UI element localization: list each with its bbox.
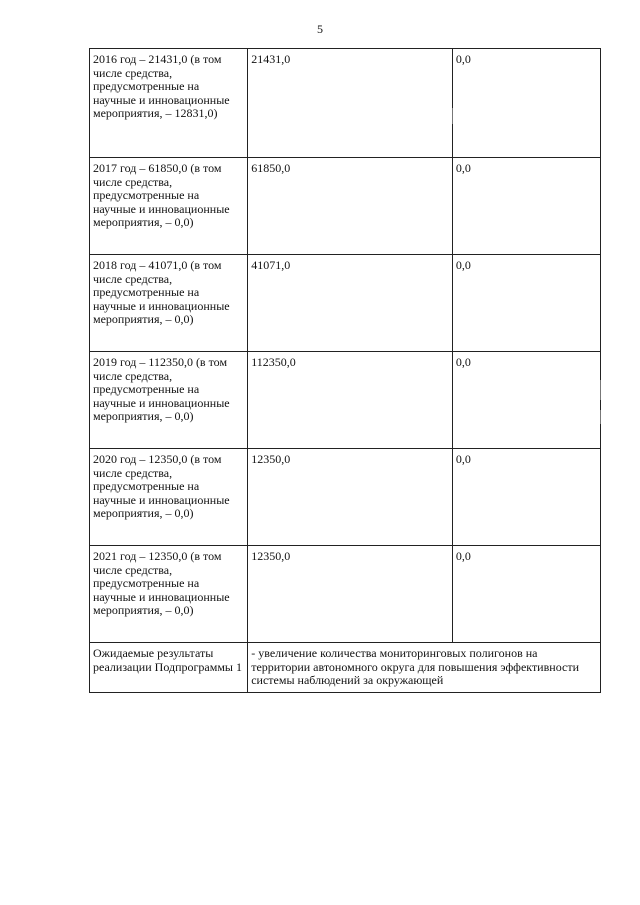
funding-value: 21431,0 [248, 49, 453, 158]
table-row [90, 158, 601, 255]
funding-extra: 0,0 [452, 352, 600, 449]
scan-artifact [452, 108, 453, 124]
funding-extra: 0,0 [452, 49, 600, 158]
expected-results-label: Ожидаемые результаты реализации Подпрограммы 1 [90, 643, 248, 693]
funding-table [89, 48, 601, 693]
funding-extra: 0,0 [452, 546, 600, 643]
funding-value: 12350,0 [248, 546, 453, 643]
funding-extra: 0,0 [452, 158, 600, 255]
page-number: 5 [317, 22, 323, 36]
year-funding-text: 2017 год – 61850,0 (в том числе средства, предусмотренные на научные и инновационные мероприятия, – 0,0) [90, 158, 248, 255]
table-row [90, 546, 601, 643]
funding-value: 41071,0 [248, 255, 453, 352]
expected-results-row [90, 643, 601, 693]
funding-value: 12350,0 [248, 449, 453, 546]
year-funding-text: 2019 год – 112350,0 (в том числе средства, предусмотренные на научные и инновационные мероприятия, – 0,0) [90, 352, 248, 449]
table-row [90, 255, 601, 352]
table-row [90, 352, 601, 449]
year-funding-text: 2020 год – 12350,0 (в том числе средства, предусмотренные на научные и инновационные мероприятия, – 0,0) [90, 449, 248, 546]
funding-extra: 0,0 [452, 449, 600, 546]
funding-value: 61850,0 [248, 158, 453, 255]
table-row [90, 449, 601, 546]
scan-artifact [600, 380, 601, 400]
year-funding-text: 2021 год – 12350,0 (в том числе средства, предусмотренные на научные и инновационные мероприятия, – 0,0) [90, 546, 248, 643]
scan-artifact [600, 410, 601, 424]
year-funding-text: 2018 год – 41071,0 (в том числе средства, предусмотренные на научные и инновационные мероприятия, – 0,0) [90, 255, 248, 352]
expected-results-text: - увеличение количества мониторинговых полигонов на территории автономного округа для повышения эффективности системы наблюдений за окружающей [248, 643, 601, 693]
funding-value: 112350,0 [248, 352, 453, 449]
year-funding-text: 2016 год – 21431,0 (в том числе средства, предусмотренные на научные и инновационные мероприятия, – 12831,0) [90, 49, 248, 158]
funding-extra: 0,0 [452, 255, 600, 352]
table-row [90, 49, 601, 158]
